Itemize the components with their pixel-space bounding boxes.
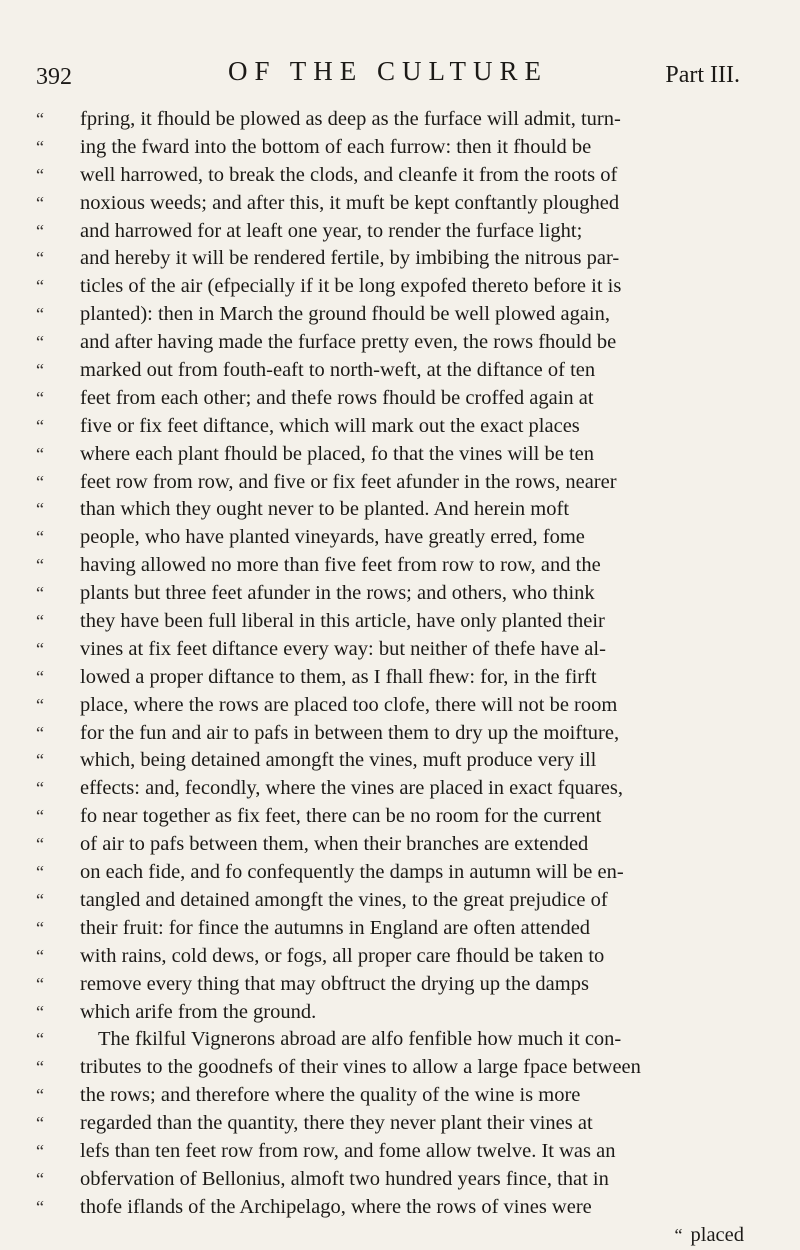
quote-mark: “ [36, 527, 44, 548]
quote-mark: “ [36, 555, 44, 576]
text-line [36, 692, 752, 720]
line-text: place, where the rows are placed too clofe, there will not be room [80, 693, 618, 716]
text-line [36, 943, 752, 971]
quote-mark: “ [36, 583, 44, 604]
text-line [36, 1194, 752, 1222]
text-line [36, 524, 752, 552]
line-text: ing the fward into the bottom of each furrow: then it fhould be [80, 135, 592, 158]
quote-mark: “ [36, 1113, 44, 1134]
line-text: effects: and, fecondly, where the vines are placed in exact fquares, [80, 777, 623, 800]
text-line [36, 190, 752, 218]
quote-mark: “ [36, 1085, 44, 1106]
text-line [36, 469, 752, 497]
quote-mark: “ [36, 443, 44, 464]
line-text: tangled and detained amongft the vines, to the great prejudice of [80, 888, 608, 911]
quote-mark: “ [36, 360, 44, 381]
line-text: vines at fix feet diftance every way: but neither of thefe have al- [80, 637, 606, 660]
quote-mark: “ [36, 136, 44, 157]
quote-mark: “ [36, 1140, 44, 1161]
line-text: they have been full liberal in this article, have only planted their [80, 610, 605, 633]
text-line [36, 915, 752, 943]
line-text: plants but three feet afunder in the rows; and others, who think [80, 582, 595, 605]
quote-mark: “ [36, 806, 44, 827]
line-text: fo near together as fix feet, there can be no room for the current [80, 805, 602, 828]
text-line [36, 664, 752, 692]
line-text: which arife from the ground. [80, 1000, 317, 1023]
line-text: of air to pafs between them, when their branches are extended [80, 833, 589, 856]
text-line [36, 496, 752, 524]
text-line [36, 301, 752, 329]
line-text: fpring, it fhould be plowed as deep as the furface will admit, turn- [80, 108, 621, 130]
line-text: feet from each other; and thefe rows fhould be croffed again at [80, 386, 594, 409]
line-text: ticles of the air (efpecially if it be long expofed thereto before it is [80, 275, 622, 298]
quote-mark: “ [36, 694, 44, 715]
text-line [36, 999, 752, 1027]
running-title: OF THE CULTURE [227, 56, 549, 86]
text-line [36, 608, 752, 636]
quote-mark: “ [36, 499, 44, 520]
line-text: lowed a proper diftance to them, as I fhall fhew: for, in the firft [80, 665, 597, 688]
line-text: obfervation of Bellonius, almoft two hundred years fince, that in [80, 1167, 609, 1190]
line-text: which, being detained amongft the vines, muft produce very ill [80, 749, 597, 772]
line-text: and after having made the furface pretty even, the rows fhould be [80, 331, 617, 354]
quote-mark: “ [36, 862, 44, 883]
text-line [36, 747, 752, 775]
catchword-row [36, 1222, 752, 1250]
line-text: five or fix feet diftance, which will mark out the exact places [80, 414, 580, 437]
line-text: remove every thing that may obftruct the drying up the damps [80, 972, 589, 995]
text-line [36, 441, 752, 469]
quote-mark: “ [36, 778, 44, 799]
text-line [36, 859, 752, 887]
text-line [36, 1138, 752, 1166]
line-text: noxious weeds; and after this, it muft be kept conftantly ploughed [80, 191, 620, 214]
line-text: and hereby it will be rendered fertile, by imbibing the nitrous par- [80, 247, 620, 270]
text-line [36, 887, 752, 915]
line-text: regarded than the quantity, there they never plant their vines at [80, 1112, 593, 1135]
quote-mark: “ [674, 1224, 683, 1245]
quote-mark: “ [36, 304, 44, 325]
quote-mark: “ [36, 164, 44, 185]
text-line [36, 134, 752, 162]
text-line [36, 636, 752, 664]
line-text: thofe iflands of the Archipelago, where the rows of vines were [80, 1195, 592, 1218]
text-line [36, 106, 752, 134]
text-line [36, 775, 752, 803]
line-text: for the fun and air to pafs in between them to dry up the moifture, [80, 721, 620, 744]
text-line [36, 580, 752, 608]
line-text: the rows; and therefore where the quality of the wine is more [80, 1084, 581, 1107]
text-line [36, 803, 752, 831]
line-text: lefs than ten feet row from row, and fome allow twelve. It was an [80, 1139, 616, 1162]
quote-mark: “ [36, 722, 44, 743]
line-text: well harrowed, to break the clods, and cleanfe it from the roots of [80, 163, 618, 186]
line-text: on each fide, and fo confequently the damps in autumn will be en- [80, 861, 624, 884]
line-text: tributes to the goodnefs of their vines to allow a large fpace between [80, 1056, 641, 1079]
text-line [36, 245, 752, 273]
text-line [36, 552, 752, 580]
text-line [36, 357, 752, 385]
line-text: people, who have planted vineyards, have greatly erred, fome [80, 526, 585, 549]
text-line [36, 1026, 752, 1054]
quote-mark: “ [36, 611, 44, 632]
page-number: 392 [36, 64, 72, 90]
text-line [36, 1054, 752, 1082]
quote-mark: “ [36, 1001, 44, 1022]
quote-mark: “ [36, 220, 44, 241]
quote-mark: “ [36, 973, 44, 994]
body-text [36, 106, 752, 1250]
line-text: with rains, cold dews, or fogs, all proper care fhould be taken to [80, 944, 605, 967]
quote-mark: “ [36, 109, 44, 129]
line-text: The fkilful Vignerons abroad are alfo fenfible how much it con- [98, 1028, 622, 1051]
quote-mark: “ [36, 1057, 44, 1078]
quote-mark: “ [36, 248, 44, 269]
quote-mark: “ [36, 917, 44, 938]
line-text: feet row from row, and five or fix feet afunder in the rows, nearer [80, 470, 617, 493]
quote-mark: “ [36, 945, 44, 966]
quote-mark: “ [36, 387, 44, 408]
quote-mark: “ [36, 1168, 44, 1189]
text-line [36, 1110, 752, 1138]
quote-mark: “ [36, 1029, 44, 1050]
line-text: than which they ought never to be planted. And herein moft [80, 498, 570, 521]
quote-mark: “ [36, 192, 44, 213]
quote-mark: “ [36, 276, 44, 297]
page-header [36, 56, 740, 96]
quote-mark: “ [36, 889, 44, 910]
text-line [36, 385, 752, 413]
line-text: having allowed no more than five feet from row to row, and the [80, 554, 601, 577]
quote-mark: “ [36, 415, 44, 436]
quote-mark: “ [36, 750, 44, 771]
quote-mark: “ [36, 666, 44, 687]
text-line [36, 720, 752, 748]
line-text: marked out from fouth-eaft to north-weft, at the diftance of ten [80, 359, 596, 382]
quote-mark: “ [36, 834, 44, 855]
part-label: Part III. [665, 62, 740, 88]
text-line [36, 413, 752, 441]
text-line [36, 831, 752, 859]
quote-mark: “ [36, 638, 44, 659]
text-line [36, 218, 752, 246]
line-text: and harrowed for at leaft one year, to render the furface light; [80, 219, 583, 242]
line-text: where each plant fhould be placed, fo that the vines will be ten [80, 442, 595, 465]
line-text: their fruit: for fince the autumns in England are often attended [80, 916, 591, 939]
text-line [36, 273, 752, 301]
quote-mark: “ [36, 332, 44, 353]
line-text: planted): then in March the ground fhould be well plowed again, [80, 303, 611, 326]
text-line [36, 1166, 752, 1194]
quote-mark: “ [36, 1196, 44, 1217]
text-line [36, 971, 752, 999]
catchword: placed [690, 1223, 744, 1246]
text-line [36, 329, 752, 357]
quote-mark: “ [36, 471, 44, 492]
text-line [36, 1082, 752, 1110]
text-line [36, 162, 752, 190]
